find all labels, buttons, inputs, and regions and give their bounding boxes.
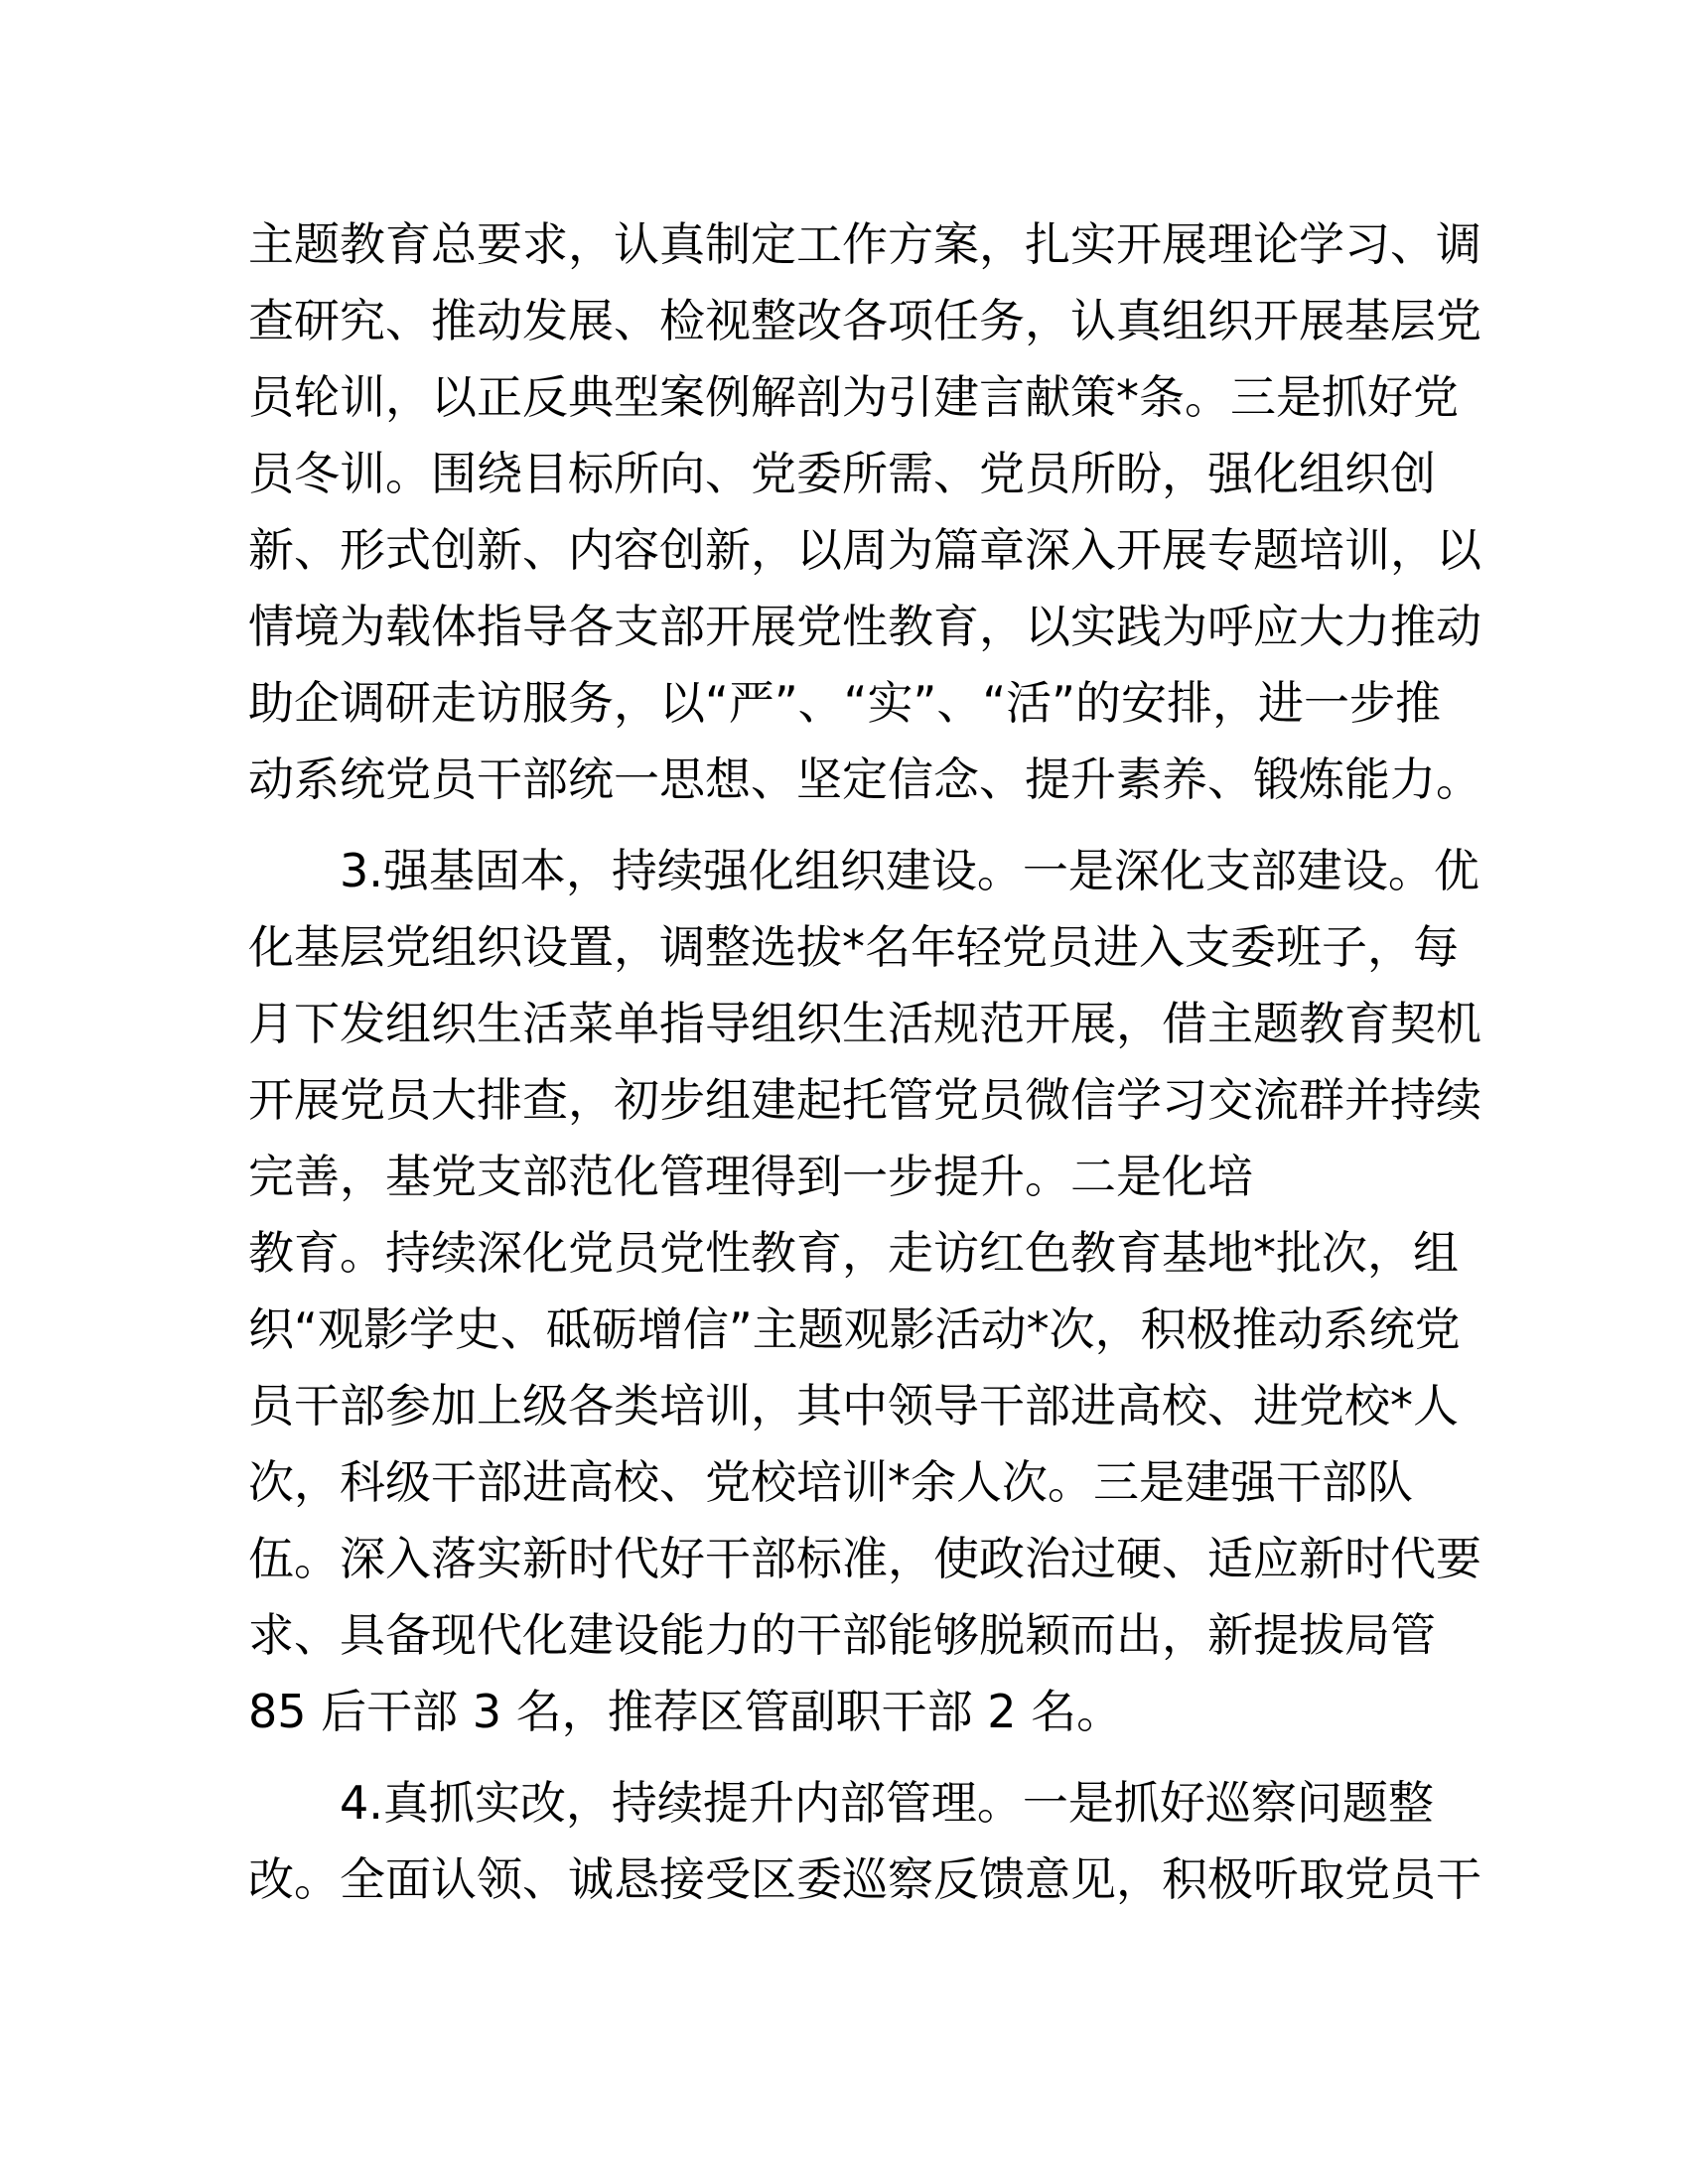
text-line: 85 后干部 3 名，推荐区管副职干部 2 名。	[248, 1685, 1123, 1738]
text-line: 新、形式创新、内容创新，以周为篇章深入开展专题培训，以	[248, 523, 1481, 577]
text-line: 员轮训，以正反典型案例解剖为引建言献策*条。三是抓好党	[248, 370, 1459, 424]
text-line: 主题教育总要求，认真制定工作方案，扎实开展理论学习、调	[248, 217, 1481, 271]
body-text	[248, 206, 1481, 1918]
text-line: 动系统党员干部统一思想、坚定信念、提升素养、锻炼能力。	[248, 752, 1481, 806]
text-line: 伍。深入落实新时代好干部标准，使政治过硬、适应新时代要	[248, 1532, 1481, 1585]
text-line: 员冬训。围绕目标所向、党委所需、党员所盼，强化组织创	[248, 447, 1436, 500]
text-line: 查研究、推动发展、检视整改各项任务，认真组织开展基层党	[248, 294, 1481, 347]
text-line: 助企调研走访服务，以“严”、“实”、“活”的安排，进一步推	[248, 676, 1441, 730]
text-line: 完善，基党支部范化管理得到一步提升。二是化培	[248, 1150, 1253, 1203]
text-line: 改。全面认领、诚恳接受区委巡察反馈意见，积极听取党员干	[248, 1852, 1481, 1906]
text-line: 次，科级干部进高校、党校培训*余人次。三是建强干部队	[248, 1455, 1413, 1509]
section-3-heading-line: 3.强基固本，持续强化组织建设。一是深化支部建设。优	[340, 844, 1479, 897]
text-line: 月下发组织生活菜单指导组织生活规范开展，借主题教育契机	[248, 997, 1481, 1050]
text-line: 织“观影学史、砥砺增信”主题观影活动*次，积极推动系统党	[248, 1302, 1461, 1356]
text-line: 员干部参加上级各类培训，其中领导干部进高校、进党校*人	[248, 1379, 1459, 1433]
text-line: 求、具备现代化建设能力的干部能够脱颖而出，新提拔局管	[248, 1608, 1436, 1662]
text-line: 化基层党组织设置，调整选拔*名年轻党员进入支委班子，每	[248, 920, 1459, 974]
text-line: 开展党员大排查，初步组建起托管党员微信学习交流群并持续	[248, 1073, 1481, 1127]
section-4-heading-line: 4.真抓实改，持续提升内部管理。一是抓好巡察问题整	[340, 1776, 1434, 1830]
text-line: 教育。持续深化党员党性教育，走访红色教育基地*批次，组	[248, 1226, 1459, 1280]
text-line: 情境为载体指导各支部开展党性教育，以实践为呼应大力推动	[248, 600, 1481, 653]
